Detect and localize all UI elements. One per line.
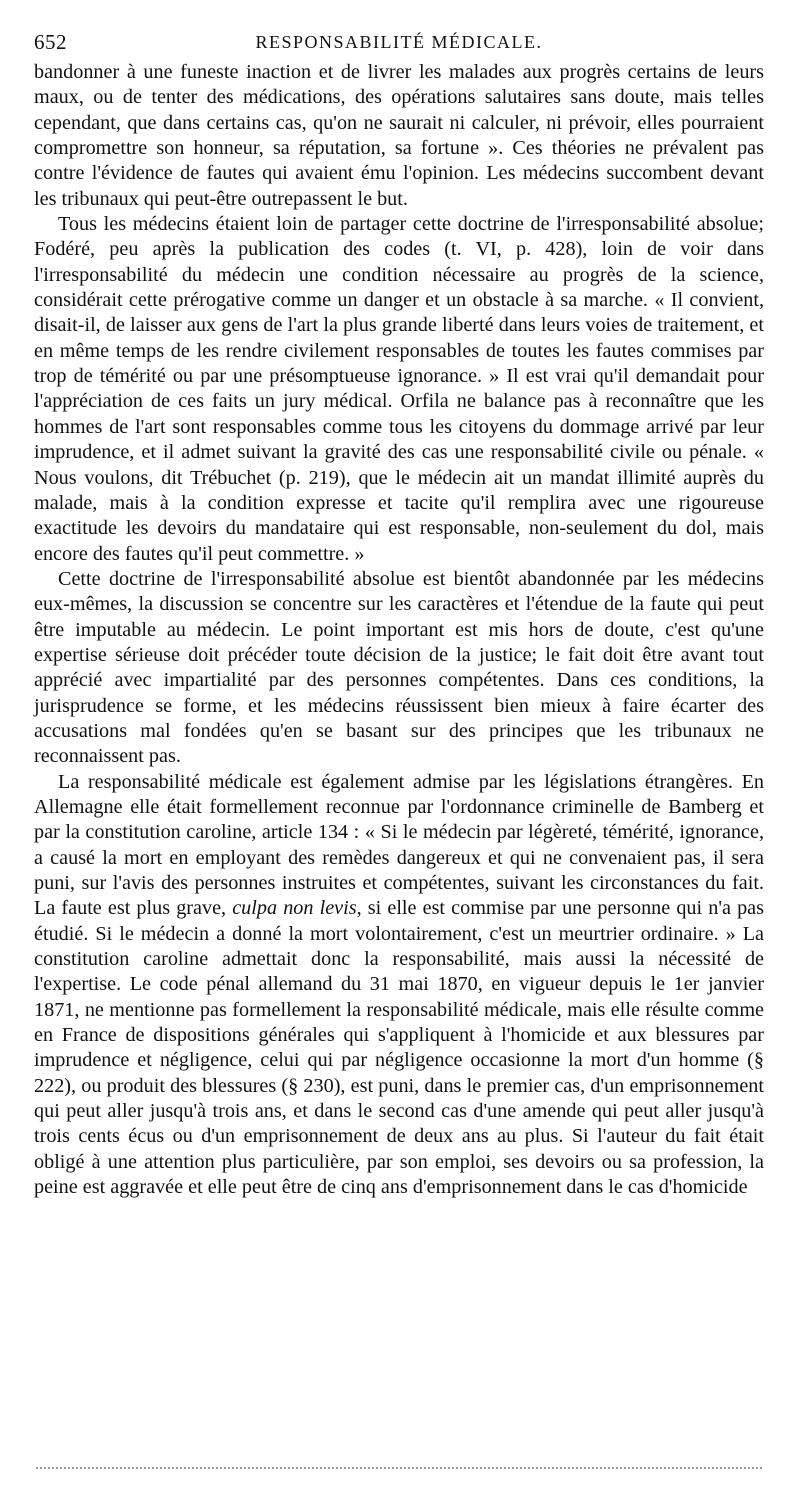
paragraph-foreign-legislation bbox=[34, 770, 764, 1201]
paragraph-fodere: Tous les médecins étaient loin de partager cette doctrine de l'irresponsabilité absolue; Fodéré, peu après la publication des codes (t. VI, p. 428), loin de voir dans l'irresponsabilité du médecin une condition nécessaire au progrès de la science, considérait cette prérogative comme un danger et un obstacle à sa marche. « Il convient, disait-il, de laisser aux gens de l'art la plus grande liberté dans leurs voies de traitement, et en même temps de les rendre civilement responsables de toutes les fautes commises par trop de témérité ou par une présomptueuse ignorance. » Il est vrai qu'il demandait pour l'appréciation de ces faits un jury médical. Orfila ne balance pas à reconnaître que les hommes de l'art sont responsables comme tous les citoyens du dommage arrivé par leur imprudence, et il admet suivant la gravité des cas une responsabilité civile ou pénale. « Nous voulons, dit Trébuchet (p. 219), que le médecin ait un mandat illimité auprès du malade, mais à la condition expresse et tacite qu'il remplira avec une rigoureuse exactitude les devoirs du mandataire qui est responsable, non-seulement du dol, mais encore des fautes qu'il peut commettre. » bbox=[34, 213, 764, 565]
running-head bbox=[34, 30, 764, 60]
body-text bbox=[34, 60, 764, 1200]
text-before-italic: La responsabilité médicale est également admise par les législations étrangères. En Allemagne elle était formellement reconnue par l'ordonnance criminelle de Bamberg et par la constitution caroline, article 134 : « Si le médecin par légèreté, témérité, ignorance, a causé la mort en employant des remèdes dangereux et qui ne convenaient pas, il sera puni, sur l'avis des personnes instruites et compétentes, suivant les circonstances du fait. La faute est plus grave, bbox=[34, 770, 764, 920]
bottom-dotted-rule bbox=[36, 1467, 762, 1469]
running-title: RESPONSABILITÉ MÉDICALE. bbox=[255, 32, 543, 52]
page bbox=[34, 30, 764, 1200]
page-number: 652 bbox=[34, 30, 67, 54]
text-after-italic: , si elle est commise par une personne qui n'a pas étudié. Si le médecin a donné la mort volontairement, c'est un meurtrier ordinaire. » La constitution caroline admettait donc la responsabilité, mais aussi la nécessité de l'expertise. Le code pénal allemand du 31 mai 1870, en vigueur depuis le 1er janvier 1871, ne mentionne pas formellement la responsabilité médicale, mais elle résulte comme en France de dispositions générales qui s'appliquent à l'homicide et aux blessures par imprudence et négligence, celui qui par négligence occasionne la mort d'un homme (§ 222), ou produit des blessures (§ 230), est puni, dans le premier cas, d'un emprisonnement qui peut aller jusqu'à trois ans, et dans le second cas d'une amende qui peut aller jusqu'à trois cents écus ou d'un emprisonnement de deux ans au plus. Si l'auteur du fait était obligé à une attention plus particulière, par son emploi, ses devoirs ou sa profession, la peine est aggravée et elle peut être de cinq ans d'emprisonnement dans le cas d'homicide bbox=[34, 897, 764, 1199]
italic-latin-phrase: culpa non levis bbox=[232, 897, 357, 920]
paragraph-doctrine-abandoned: Cette doctrine de l'irresponsabilité absolue est bientôt abandonnée par les médecins eux-mêmes, la discussion se concentre sur les caractères et l'étendue de la faute qui peut être imputable au médecin. Le point important est mis hors de doute, c'est qu'une expertise sérieuse doit précéder toute décision de la justice; le fait doit être avant tout apprécié avec impartialité par des personnes compétentes. Dans ces conditions, la jurisprudence se forme, et les médecins réussissent bien mieux à faire écarter des accusations mal fondées qu'en se basant sur des principes que les tribunaux ne reconnaissent pas. bbox=[34, 567, 764, 768]
paragraph-continuation: bandonner à une funeste inaction et de livrer les malades aux progrès certains de leurs maux, ou de tenter des médications, des opérations salutaires sans doute, mais telles cependant, que dans certains cas, qu'on ne saurait ni calculer, ni prévoir, elles pourraient compromettre son honneur, sa réputation, sa fortune ». Ces théories ne prévalent pas contre l'évidence de fautes qui avaient ému l'opinion. Les médecins succombent devant les tribunaux qui peut-être outrepassent le but. bbox=[34, 61, 764, 210]
